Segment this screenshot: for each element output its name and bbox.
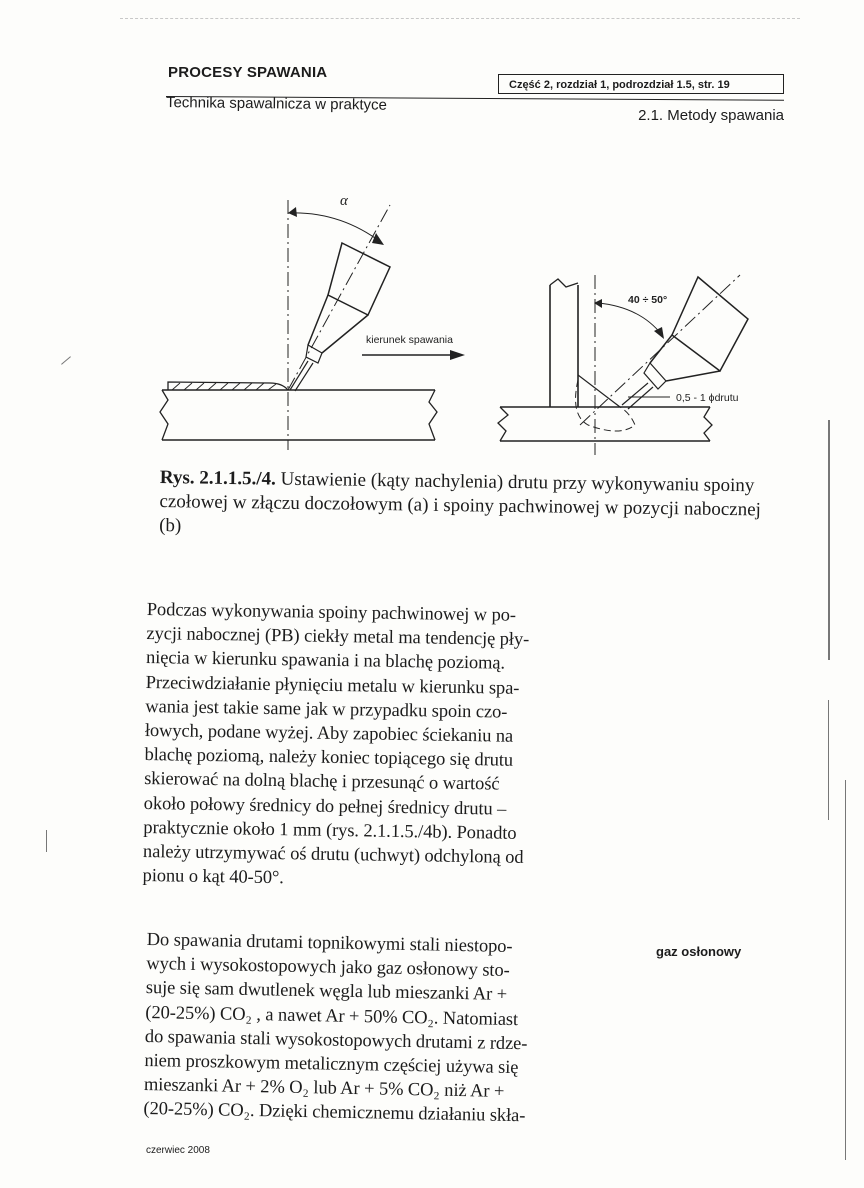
part-reference-box: Część 2, rozdział 1, podrozdział 1.5, str. 19 <box>498 74 784 94</box>
text-line: pionu o kąt 40-50°. <box>142 866 284 889</box>
text-line: około połowy średnicy do pełnej średnicy drutu – <box>143 793 507 820</box>
wire-offset-label: 0,5 - 1 ϕdrutu <box>676 392 739 404</box>
figure-caption <box>159 466 788 547</box>
text-line: mieszanki Ar + 2% O₂ lub Ar + 5% CO₂ niż Ar + <box>143 1075 505 1103</box>
text-line: (20-25%) CO₂ , a nawet Ar + 50% CO₂. Natomiast <box>145 1002 519 1030</box>
scan-edge-mark <box>828 700 829 820</box>
figure-a-butt-weld <box>160 200 465 450</box>
scan-edge-mark <box>845 780 846 1160</box>
page-footer-date: czerwiec 2008 <box>146 1145 210 1156</box>
scan-edge-mark <box>46 830 47 852</box>
running-header-subtitle: Technika spawalnicza w praktyce <box>165 94 388 114</box>
text-line: zycji nabocznej (PB) ciekły metal ma tendencję pły- <box>146 624 530 651</box>
welding-direction-label: kierunek spawania <box>366 334 453 346</box>
margin-keyword: gaz osłonowy <box>656 944 742 959</box>
text-line: suje się sam dwutlenek węgla lub mieszanki Ar + <box>145 978 508 1006</box>
section-heading: 2.1. Metody spawania <box>638 107 784 124</box>
welding-angle-figure <box>150 185 790 455</box>
figure-caption-text: Ustawienie (kąty nachylenia) drutu przy wykonywaniu spoiny czołowej w złączu doczołowym (a) i spoiny pachwinowej w pozycji nabocznej (b) <box>159 468 762 537</box>
text-line: wych i wysokostopowych jako gaz osłonowy sto- <box>146 954 510 982</box>
text-line: należy utrzymywać oś drutu (uchwyt) odchyloną od <box>142 842 524 868</box>
fillet-angle-label: 40 ÷ 50° <box>628 294 668 306</box>
text-line: wania jest takie same jak w przypadku spoin czo- <box>145 696 508 723</box>
angle-alpha-label: α <box>340 193 348 209</box>
text-line: praktycznie około 1 mm (rys. 2.1.1.5./4b). Ponadto <box>143 817 517 844</box>
text-line: do spawania stali wysokostopowych drutami z rdze- <box>144 1026 528 1055</box>
figure-b-fillet-weld <box>498 275 748 455</box>
scan-edge-mark <box>61 356 71 364</box>
text-line: (20-25%) CO₂. Dzięki chemicznemu działaniu skła- <box>143 1099 526 1127</box>
paragraph-shielding-gas <box>143 928 597 1130</box>
scan-artifact-line <box>120 18 800 19</box>
text-line: Do spawania drutami topnikowymi stali niestopo- <box>146 929 513 958</box>
text-line: Podczas wykonywania spoiny pachwinowej w po- <box>146 599 517 626</box>
text-line: Przeciwdziałanie płynięciu metalu w kierunku spa- <box>145 672 520 699</box>
paragraph-fillet-weld <box>142 598 597 895</box>
text-line: blachę poziomą, należy koniec topiącego się drutu <box>144 745 514 771</box>
text-line: niem proszkowym metalicznym częściej używa się <box>144 1050 519 1079</box>
text-line: nięcia w kierunku spawania i na blachę poziomą. <box>145 648 506 675</box>
figure-number: Rys. 2.1.1.5./4. <box>159 466 276 490</box>
scan-edge-mark <box>828 420 830 660</box>
text-line: skierować na dolną blachę i przesunąć o wartość <box>143 769 500 795</box>
text-line: łowych, podane wyżej. Aby zapobiec ściekaniu na <box>144 721 514 747</box>
running-header-title: PROCESY SPAWANIA <box>168 64 328 81</box>
